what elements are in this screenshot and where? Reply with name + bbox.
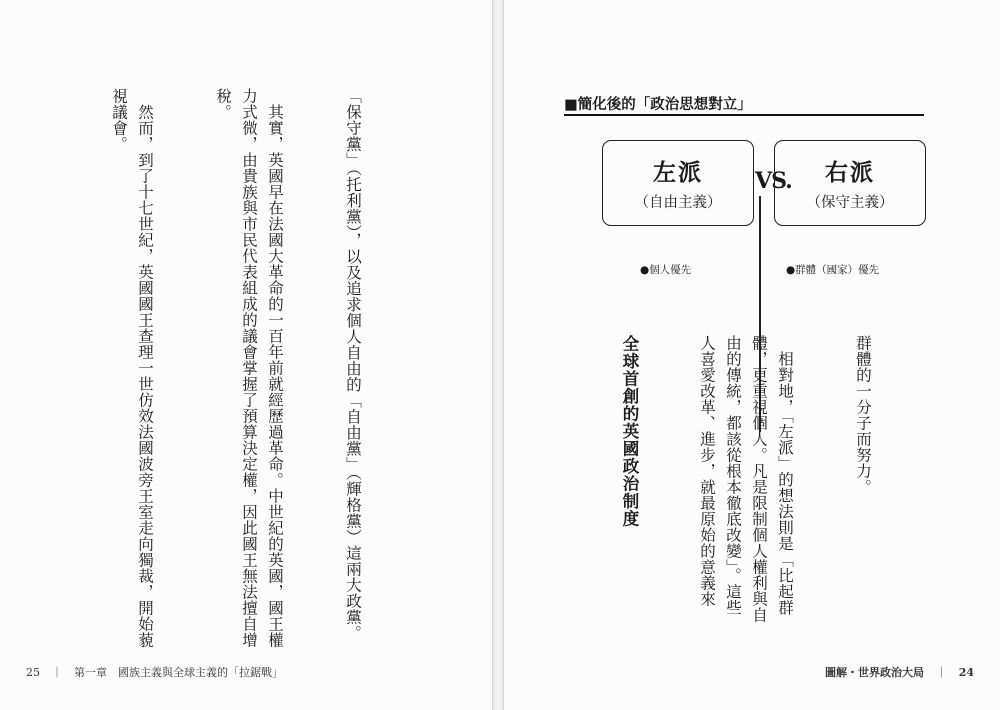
left-wing-sublabel: （自由主義） — [634, 195, 722, 211]
left-page-body — [52, 88, 418, 648]
right-page-section — [582, 335, 694, 625]
left-priority-tag: ●個人優先 — [640, 264, 692, 276]
paragraph: 「保守黨」（托利黨），以及追求個人自由的「自由黨」（輝格黨）這兩大政黨。 — [344, 88, 362, 641]
left-wing-label: 左派 — [653, 160, 703, 186]
right-priority-tag: ●群體（國家）優先 — [786, 264, 880, 276]
versus-label: VS. — [755, 168, 792, 194]
paragraph: 然而，到了十七世紀，英國國王查理一世仿效法國波旁王室走向獨裁，開始藐視議會。 — [110, 88, 154, 648]
right-page-footer — [825, 664, 974, 680]
left-page — [0, 0, 493, 710]
page-number: 25 — [26, 666, 40, 679]
paragraph: 相對地，「左派」的想法則是「比起群體，更重視個人。凡是限制個人權利與自由的傳統，都該從根本徹底改變」。這些人喜愛改革、進步，就最原始的意義來 — [698, 335, 794, 623]
right-page — [503, 0, 1000, 710]
right-wing-label: 右派 — [825, 160, 875, 186]
paragraph — [52, 88, 54, 648]
footer-separator: ｜ — [51, 666, 63, 679]
book-title: 圖解・世界政治大局 — [825, 666, 924, 679]
paragraph: 其實，英國早在法國大革命的一百年前就經歷過革命。中世紀的英國，國王權力式微，由貴族與市民代表組成的議會掌握了預算決定權，因此國王無法擅自增稅。 — [214, 88, 284, 648]
right-page-body — [698, 335, 928, 625]
right-wing-box — [774, 140, 926, 226]
section-title: ■簡化後的「政治思想對立」 — [564, 96, 924, 116]
book-gutter — [493, 0, 503, 710]
right-wing-sublabel: （保守主義） — [806, 195, 894, 211]
paragraph: 群體的一分子而努力。 — [854, 335, 872, 495]
left-page-footer — [26, 664, 283, 680]
footer-separator: ｜ — [935, 666, 947, 679]
chapter-title: 第一章 國族主義與全球主義的「拉鋸戰」 — [74, 666, 283, 679]
page-number: 24 — [958, 666, 974, 679]
left-wing-box — [602, 140, 754, 226]
section-heading: 全球首創的英國政治制度 — [620, 335, 639, 528]
